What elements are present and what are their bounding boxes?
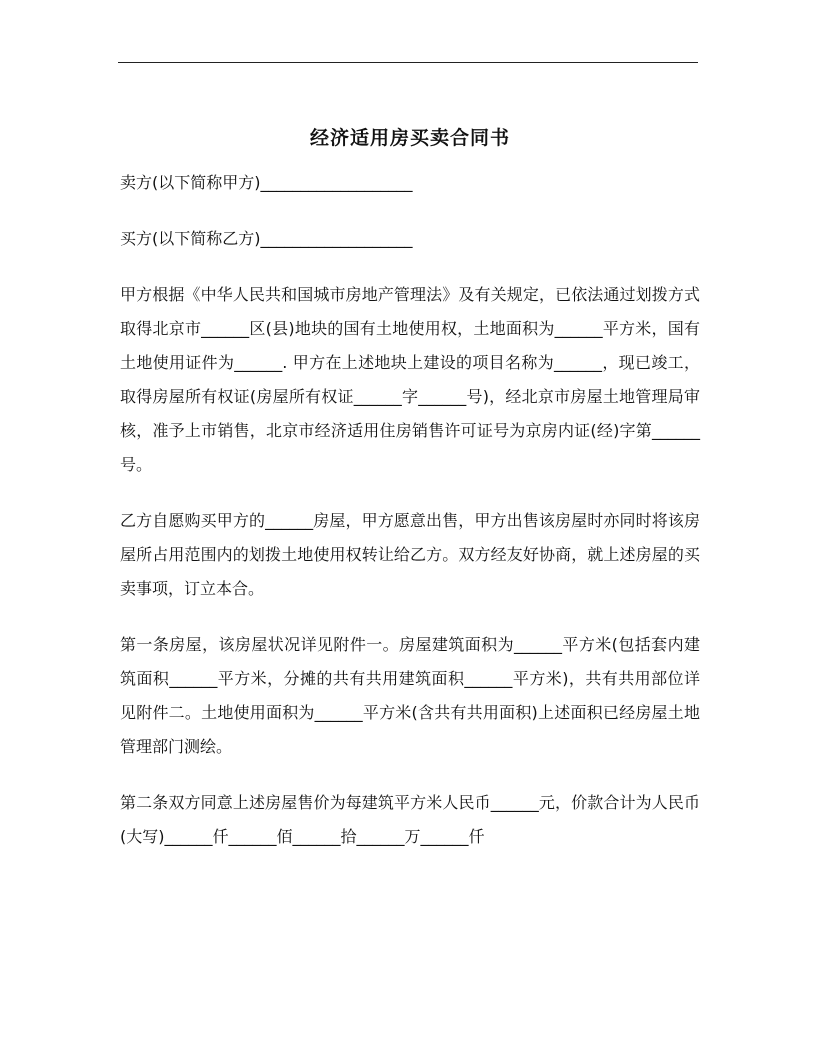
paragraph-article-1: 第一条房屋，该房屋状况详见附件一。房屋建筑面积为______平方米(包括套内建筑面积______平方米，分摊的共有共用建筑面积______平方米)，共有共用部位详见附件二。土地使用面积为______平方米(含共有共用面积)上述面积已经房屋土地管理部门测绘。 — [120, 635, 700, 756]
header-rule — [118, 62, 698, 63]
paragraph-article-2: 第二条双方同意上述房屋售价为每建筑平方米人民币______元，价款合计为人民币(大写)______仟______佰______拾______万______仟 — [120, 793, 700, 846]
paragraph-agreement: 乙方自愿购买甲方的______房屋，甲方愿意出售，甲方出售该房屋时亦同时将该房屋所占用范围内的划拨土地使用权转让给乙方。双方经友好协商，就上述房屋的买卖事项，订立本合。 — [120, 511, 700, 598]
paragraph-seller: 卖方(以下简称甲方)___________________ — [120, 173, 413, 192]
paragraph-buyer: 买方(以下简称乙方)___________________ — [120, 229, 413, 248]
paragraph-land-rights: 甲方根据《中华人民共和国城市房地产管理法》及有关规定，已依法通过划拨方式取得北京市______区(县)地块的国有土地使用权，土地面积为______平方米，国有土地使用证件为______. 甲方在上述地块上建设的项目名称为______，现已竣工，取得房屋所有权证(房屋所有权证______字______号)，经北京市房屋土地管理局审核，准予上市销售，北京市经济适用住房销售许可证号为京房内证(经)字第______号。 — [120, 285, 700, 474]
document-body — [120, 122, 700, 876]
document-title: 经济适用房买卖合同书 — [309, 127, 510, 149]
